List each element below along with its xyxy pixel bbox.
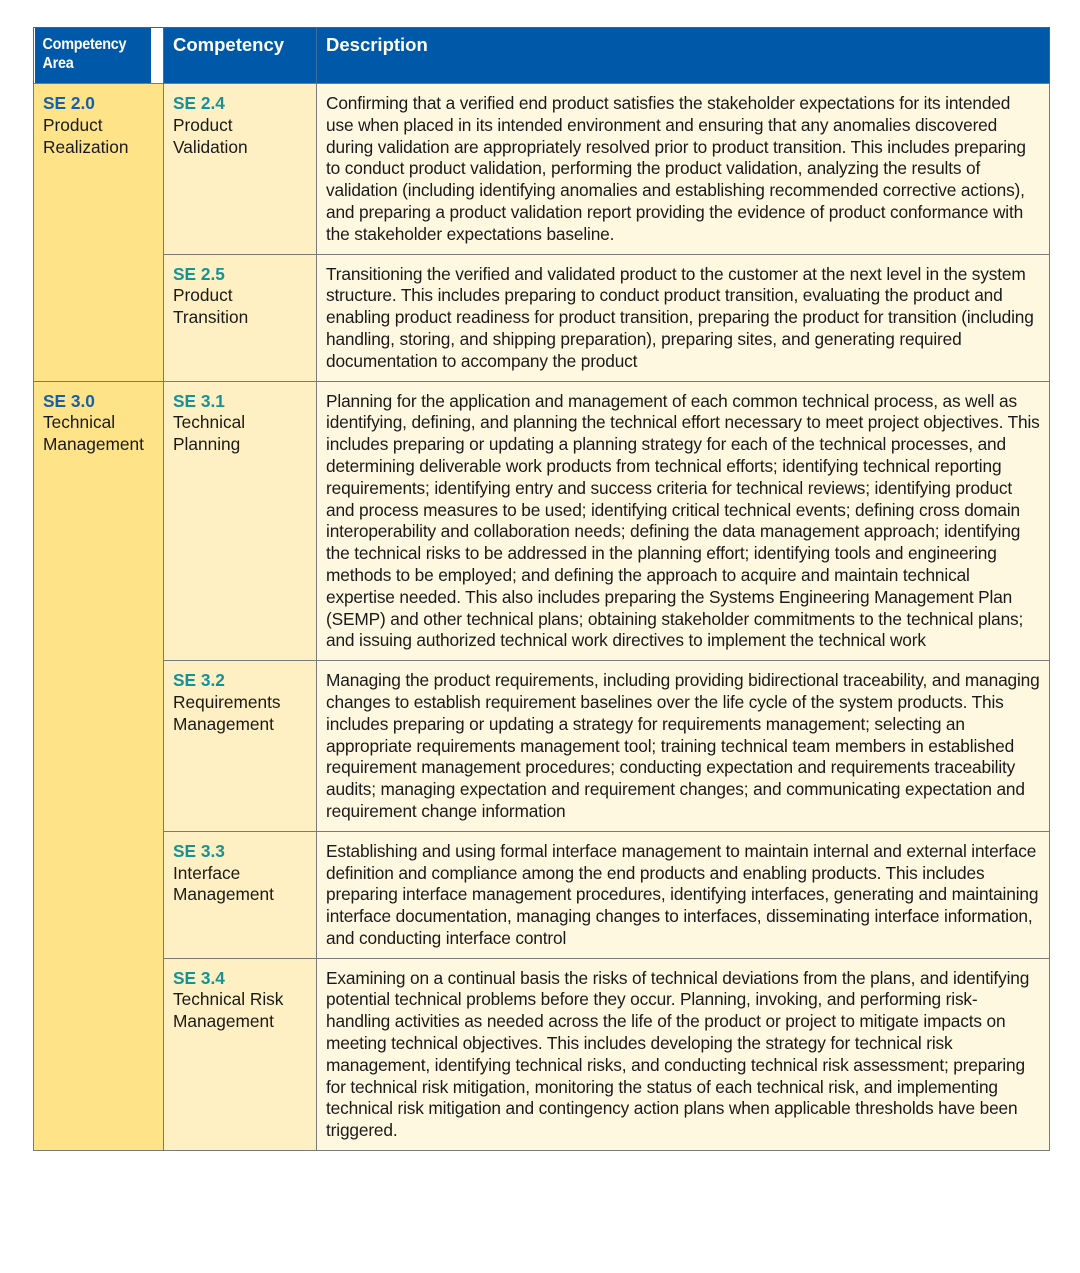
competency-cell-se-3-1 [164,381,317,661]
description-cell: Confirming that a verified end product satisfies the stakeholder expectations for its intended use when placed in its intended environment and ensuring that any anomalies discovered during validation are appropriately resolved prior to product transition. This includes preparing to conduct product validation, performing the product validation, analyzing the results of validation (including identifying anomalies and establishing recommended corrective actions), and preparing a product validation report providing the evidence of product conformance with the stakeholder expectations baseline. [317,84,1050,255]
competency-name: Interface Management [173,862,274,905]
competency-name: Requirements Management [173,691,281,734]
competency-code: SE 3.1 [173,390,225,411]
competency-name: Product Transition [173,285,249,328]
competency-code: SE 3.2 [173,670,225,691]
description-cell: Managing the product requirements, including providing bidirectional traceability, and managing changes to establish requirement baselines over the life cycle of the system products. This includes preparing or updating a strategy for requirements management; selecting an appropriate requirements management tool; training technical team members in established requirement management procedures; conducting expectation and requirements traceability audits; managing expectation and requirement changes; and communicating expectation and requirement change information [317,661,1050,832]
area-cell-se-2-0 [34,84,164,382]
competency-cell-se-3-3 [164,831,317,958]
description-cell: Establishing and using formal interface management to maintain internal and external interface definition and compliance among the end products and enabling products. This includes preparing interface management procedures, identifying interfaces, generating and maintaining interface documentation, managing changes to interfaces, disseminating interface information, and conducting interface control [317,831,1050,958]
description-cell: Planning for the application and management of each common technical process, as well as identifying, defining, and planning the technical effort necessary to meet project objectives. This includes preparing or updating a planning strategy for each of the technical processes, and determining deliverable work products from technical efforts; identifying technical reporting requirements; identifying entry and success criteria for technical reviews; identifying product and process measures to be used; identifying critical technical events; defining cross domain interoperability and collaboration needs; defining the data management approach; identifying the technical risks to be addressed in the planning effort; identifying tools and engineering methods to be employed; and defining the approach to acquire and maintain technical expertise needed. This also includes preparing the Systems Engineering Management Plan (SEMP) and other technical plans; obtaining stakeholder commitments to the technical plans; and issuing authorized technical work directives to implement the technical work [317,381,1050,661]
table-row [34,381,1050,661]
competency-cell-se-2-5 [164,254,317,381]
header-competency: Competency [164,28,317,84]
competency-table [33,27,1050,1151]
competency-name: Technical Planning [173,412,246,455]
area-code: SE 2.0 [43,93,95,113]
description-cell: Transitioning the verified and validated product to the customer at the next level in the system structure. This includes preparing to conduct product transition, evaluating the product and enabling product readiness for product transition, preparing the product for transition (including handling, storing, and shipping preparation), preparing sites, and generating required documentation to accompany the product [317,254,1050,381]
competency-name: Product Validation [173,114,248,157]
area-code: SE 3.0 [43,390,95,411]
header-competency-area: Competency Area [34,28,151,84]
table-row [34,958,1050,1150]
area-name: Technical Management [43,412,144,455]
competency-cell-se-3-4 [164,958,317,1150]
competency-name: Technical Risk Management [173,989,284,1032]
area-name: Product Realization [43,114,129,157]
header-description: Description [317,28,1050,84]
table-row [34,831,1050,958]
competency-code: SE 2.5 [173,263,225,284]
table-row [34,254,1050,381]
table-row [34,661,1050,832]
competency-code: SE 2.4 [173,93,225,113]
competency-cell-se-2-4 [164,84,317,255]
competency-code: SE 3.4 [173,967,225,988]
competency-code: SE 3.3 [173,840,225,861]
area-cell-se-3-0 [34,381,164,1151]
competency-cell-se-3-2 [164,661,317,832]
header-row [34,28,1050,84]
description-cell: Examining on a continual basis the risks of technical deviations from the plans, and identifying potential technical problems before they occur. Planning, invoking, and performing risk-handling activities as needed across the life of the product or project to mitigate impacts on meeting technical objectives. This includes developing the strategy for technical risk management, identifying technical risks, and conducting technical risk assessment; preparing for technical risk mitigation, monitoring the status of each technical risk, and implementing technical risk mitigation and contingency action plans when applicable thresholds have been triggered. [317,958,1050,1150]
table-row [34,84,1050,255]
